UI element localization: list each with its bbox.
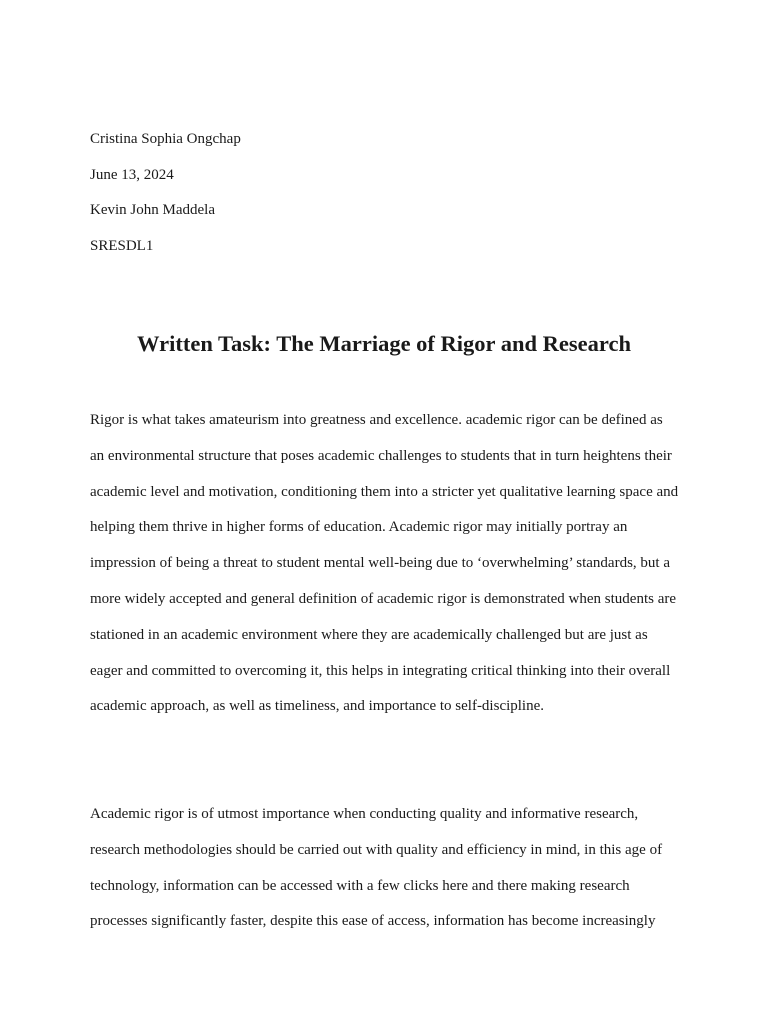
document-header [90,130,690,272]
author-name: Cristina Sophia Ongchap [90,131,241,147]
document-title: Written Task: The Marriage of Rigor and Research [137,331,631,356]
document-date: June 13, 2024 [90,166,174,183]
instructor-name: Kevin John Maddela [90,202,215,218]
body-paragraph-2: Academic rigor is of utmost importance when conducting quality and informative research, research methodologies should be carried out with quality and efficiency in mind, in this age of technology, information can be accessed with a few clicks here and there making research processes significantly faster, despite this ease of access, information has become increasingly [90,806,663,930]
course-code: SRESDL1 [90,237,154,254]
body-paragraph-1: Rigor is what takes amateurism into greatness and excellence. academic rigor can be defined as an environmental structure that poses academic challenges to students that in turn heightens their academic level and motivation, conditioning them into a stricter yet qualitative learning space and helping them thrive in higher forms of education. Academic rigor may initially portray an impression of being a threat to student mental well-being due to ‘overwhelming’ standards, but a more widely accepted and general definition of academic rigor is demonstrated when students are stationed in an academic environment where they are academically challenged but are just as eager and committed to overcoming it, this helps in integrating critical thinking into their overall academic approach, as well as timeliness, and importance to self-discipline. [90,412,679,715]
